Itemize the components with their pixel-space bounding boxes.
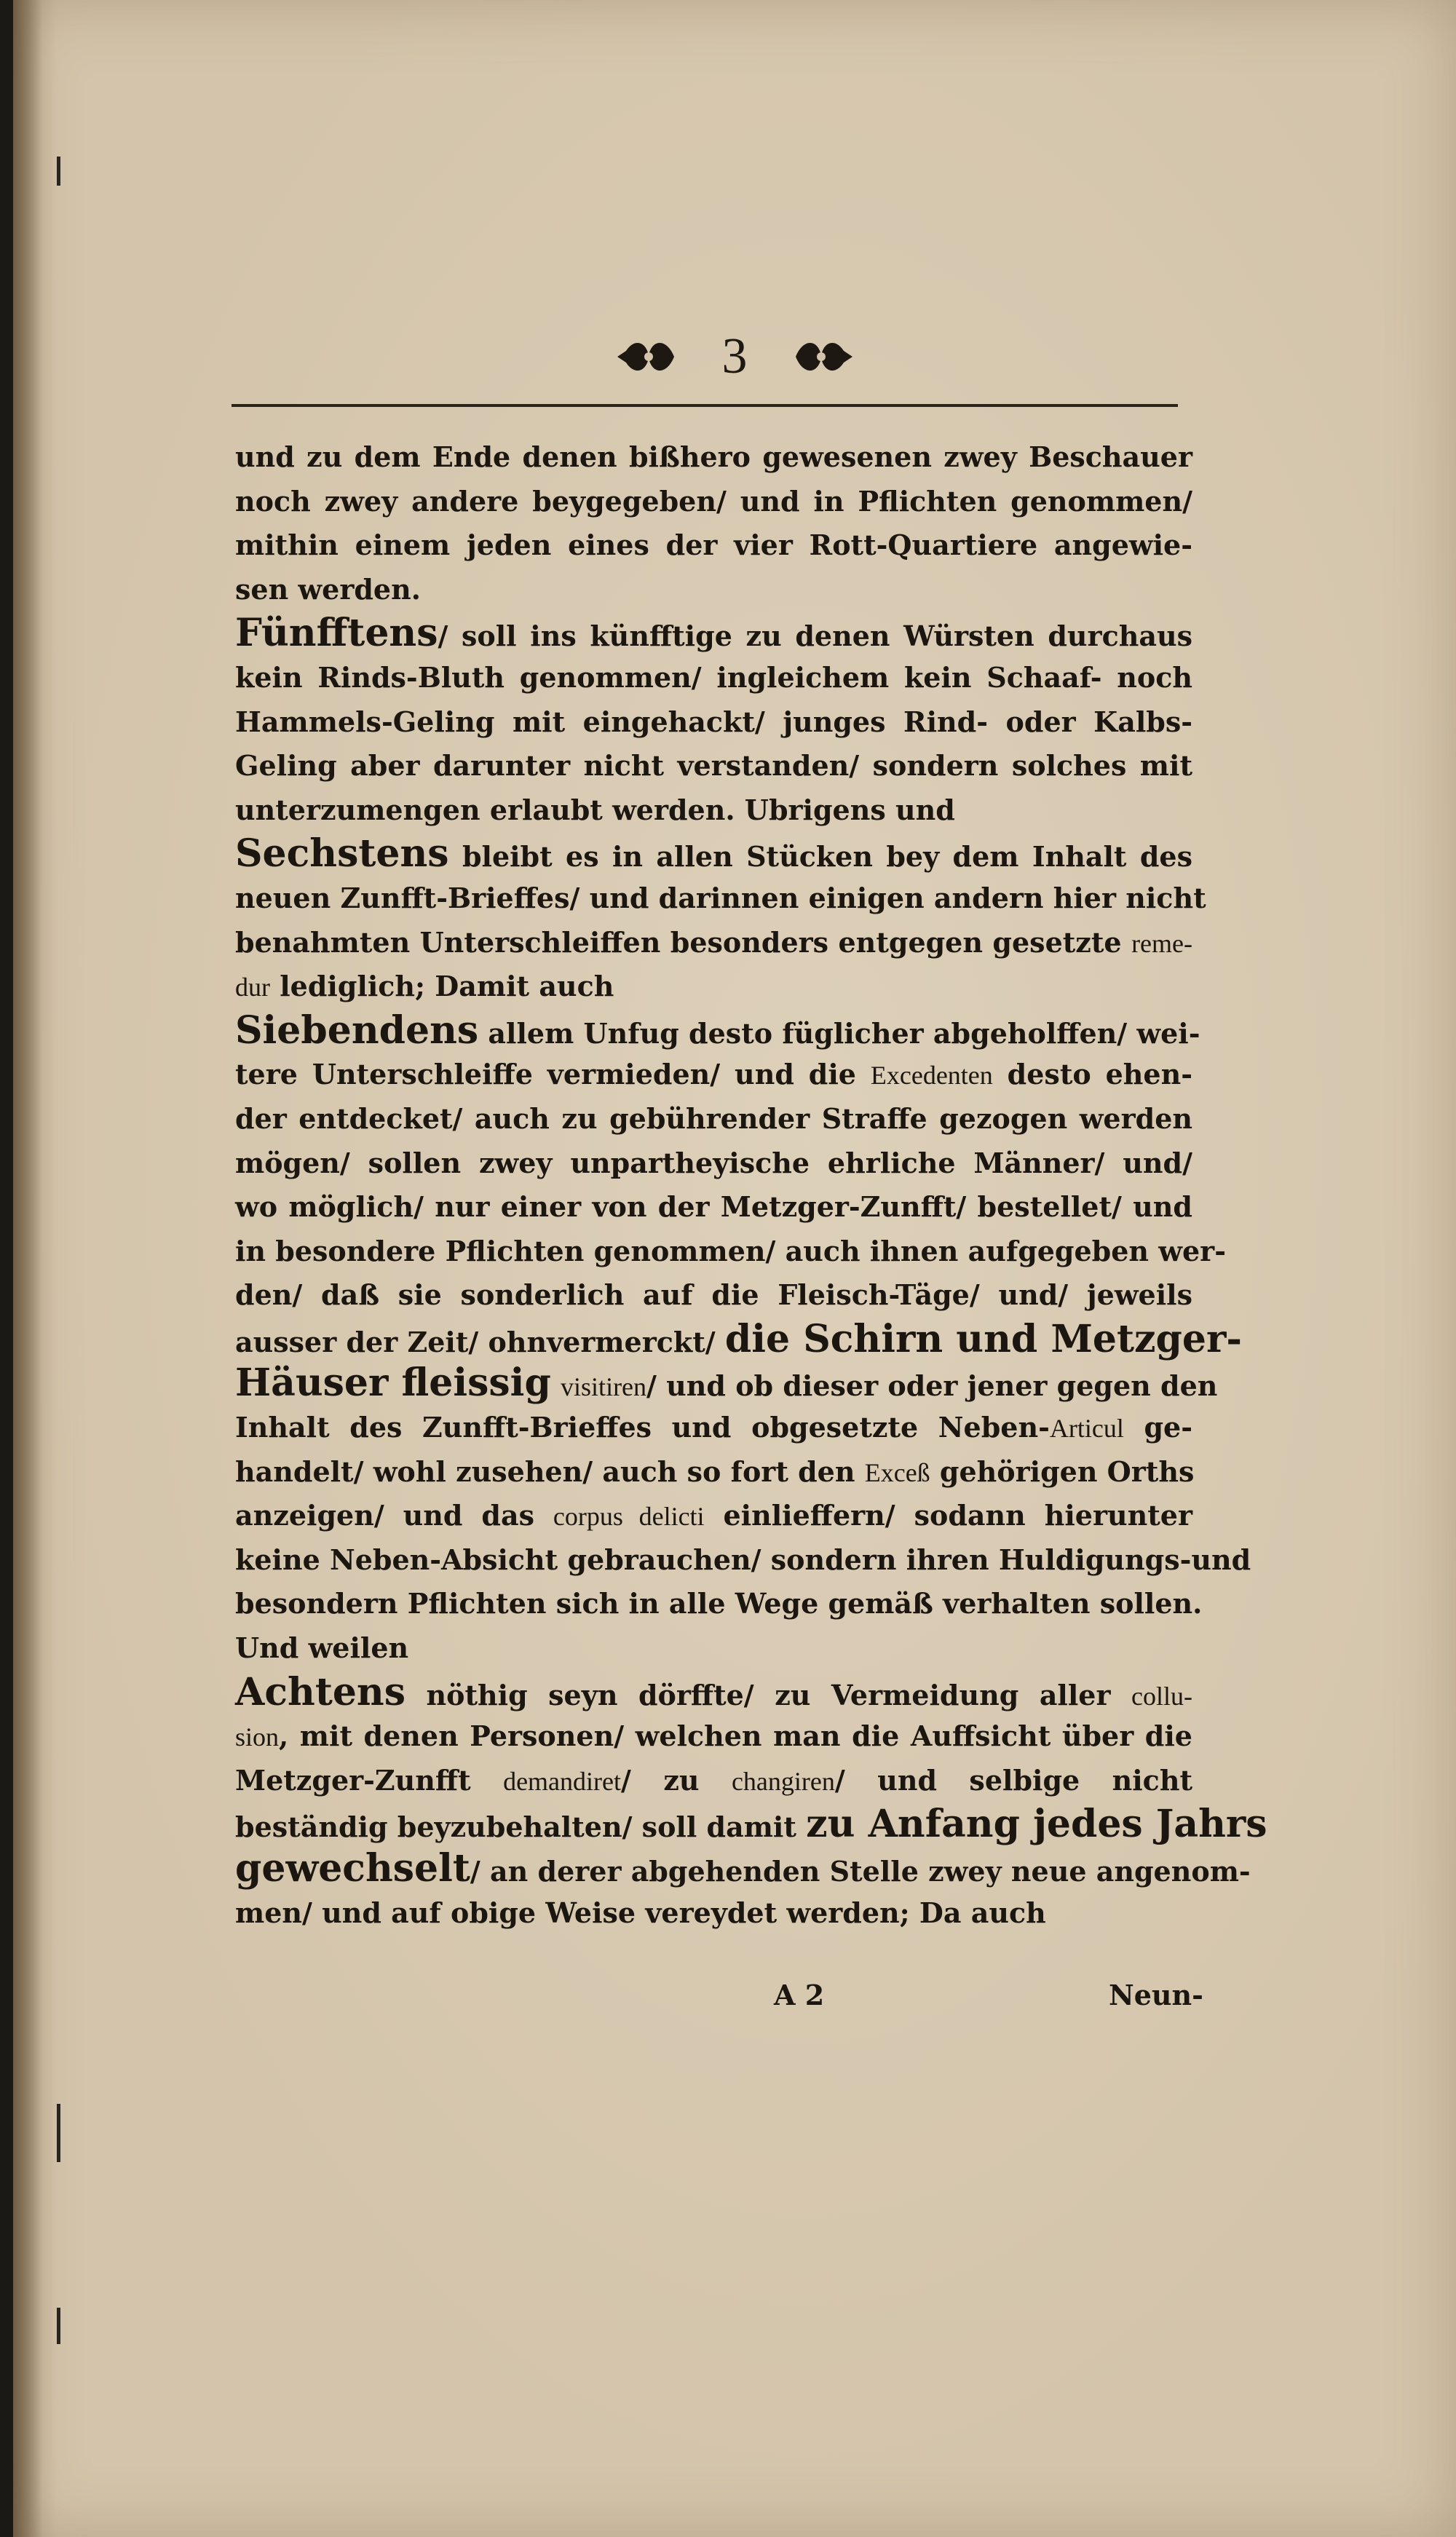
text-run: men/ und auf obige Weise vereydet werden; Da auch bbox=[235, 1896, 1046, 1929]
text-line bbox=[235, 568, 1192, 612]
text-line bbox=[235, 1230, 1226, 1274]
text-line bbox=[235, 1273, 1192, 1318]
text-line bbox=[235, 1891, 1192, 1936]
latin-term: changiren bbox=[731, 1766, 835, 1796]
emphasized-text: zu Anfang jedes Jahrs bbox=[806, 1802, 1267, 1847]
emphasized-text: Häuser fleissig bbox=[235, 1361, 551, 1406]
text-run: kein Rinds-Bluth genommen/ ingleichem kein Schaaf- noch bbox=[235, 660, 1192, 694]
text-line bbox=[235, 435, 1192, 480]
edge-mark bbox=[57, 2308, 60, 2344]
text-run: mögen/ sollen zwey unpartheyische ehrliche Männer/ und/ bbox=[235, 1146, 1192, 1179]
edge-mark bbox=[57, 2104, 60, 2162]
text-run: desto ehen- bbox=[992, 1058, 1192, 1091]
text-line bbox=[235, 523, 1192, 568]
latin-term: Articul bbox=[1049, 1414, 1124, 1444]
text-run: wo möglich/ nur einer von der Metzger-Zunfft/ bestellet/ und bbox=[235, 1190, 1192, 1224]
left-ornament-icon bbox=[616, 335, 681, 379]
text-run: unterzumengen erlaubt werden. Ubrigens und bbox=[235, 793, 955, 826]
text-line bbox=[235, 965, 1192, 1009]
text-line bbox=[235, 1316, 1242, 1362]
emphasized-text: die Schirn und Metzger- bbox=[724, 1316, 1242, 1361]
text-line bbox=[235, 1582, 1203, 1626]
text-run: ge- bbox=[1123, 1411, 1192, 1444]
text-line bbox=[235, 1802, 1267, 1847]
latin-term: dur bbox=[235, 973, 270, 1002]
text-line bbox=[235, 700, 1192, 745]
text-run: nöthig seyn dörffte/ zu Vermeidung aller bbox=[405, 1678, 1132, 1711]
latin-term: demandiret bbox=[503, 1766, 622, 1796]
text-run: der entdecket/ auch zu gebührender Straffe gezogen werden bbox=[235, 1101, 1192, 1135]
text-line bbox=[235, 1097, 1192, 1141]
text-run: noch zwey andere beygegeben/ und in Pflichten genommen/ bbox=[235, 484, 1192, 518]
body-text bbox=[235, 435, 1267, 1935]
page-footer bbox=[13, 1979, 1456, 2022]
latin-term: reme- bbox=[1131, 928, 1192, 958]
text-line bbox=[235, 612, 1192, 656]
page-header bbox=[13, 328, 1456, 384]
latin-term: Excedenten bbox=[870, 1061, 993, 1091]
text-run: Inhalt des Zunfft-Brieffes und obgesetzte Neben- bbox=[235, 1411, 1050, 1444]
text-run: den/ daß sie sonderlich auf die Fleisch-Täge/ und/ jeweils bbox=[235, 1278, 1192, 1312]
text-line bbox=[235, 1626, 1192, 1671]
text-line bbox=[235, 1714, 1192, 1759]
latin-term: corpus delicti bbox=[553, 1502, 705, 1532]
text-run: / und selbige nicht bbox=[834, 1763, 1192, 1797]
text-line bbox=[235, 1361, 1218, 1406]
emphasized-text: Sechstens bbox=[235, 831, 449, 876]
text-run: tere Unterschleiffe vermieden/ und die bbox=[235, 1058, 871, 1091]
text-line bbox=[235, 832, 1192, 876]
text-run: Geling aber darunter nicht verstanden/ sondern solches mit bbox=[235, 749, 1192, 783]
text-run: / soll ins künfftige zu denen Würsten durchaus bbox=[438, 620, 1192, 653]
text-line bbox=[235, 1053, 1192, 1097]
page-number: 3 bbox=[721, 328, 748, 384]
text-run: Metzger-Zunfft bbox=[235, 1763, 504, 1797]
text-line bbox=[235, 656, 1192, 700]
emphasized-text: Achtens bbox=[235, 1669, 405, 1714]
text-line bbox=[235, 1185, 1192, 1230]
text-run bbox=[551, 1369, 561, 1402]
text-line bbox=[235, 1671, 1192, 1715]
text-line bbox=[235, 1846, 1251, 1891]
text-run: / zu bbox=[621, 1763, 732, 1797]
text-line bbox=[235, 1450, 1195, 1495]
text-line bbox=[235, 744, 1192, 788]
right-ornament-icon bbox=[788, 335, 854, 379]
emphasized-text: gewechselt bbox=[235, 1846, 470, 1891]
text-run: gehörigen Orths bbox=[930, 1454, 1195, 1488]
text-run: / und ob dieser oder jener gegen den bbox=[646, 1369, 1218, 1403]
text-run: in besondere Pflichten genommen/ auch ihnen aufgegeben wer- bbox=[235, 1234, 1226, 1267]
text-run: , mit denen Personen/ welchen man die Auffsicht über die bbox=[279, 1719, 1192, 1753]
text-run: einlieffern/ sodann hierunter bbox=[704, 1499, 1192, 1532]
text-run: / an derer abgehenden Stelle zwey neue angenom- bbox=[470, 1855, 1251, 1888]
latin-term: collu- bbox=[1131, 1681, 1192, 1711]
emphasized-text: Siebendens bbox=[235, 1008, 479, 1053]
text-run: allem Unfug desto füglicher abgeholffen/ wei- bbox=[478, 1016, 1200, 1050]
text-run: und zu dem Ende denen bißhero gewesenen zwey Beschauer bbox=[235, 440, 1192, 473]
text-run: sen werden. bbox=[235, 572, 421, 606]
text-line bbox=[235, 876, 1206, 921]
catchword: Neun- bbox=[1109, 1979, 1203, 2011]
edge-mark bbox=[57, 157, 60, 186]
text-line bbox=[235, 480, 1192, 524]
text-run: keine Neben-Absicht gebrauchen/ sondern ihren Huldigungs-und bbox=[235, 1543, 1251, 1576]
text-run: Und weilen bbox=[235, 1631, 409, 1665]
latin-term: Exceß bbox=[864, 1457, 930, 1487]
header-rule bbox=[232, 404, 1178, 407]
text-line bbox=[235, 921, 1192, 965]
text-run: mithin einem jeden eines der vier Rott-Quartiere angewie- bbox=[235, 529, 1192, 562]
text-line bbox=[235, 1759, 1192, 1803]
text-run: anzeigen/ und das bbox=[235, 1499, 553, 1532]
text-run: benahmten Unterschleiffen besonders entgegen gesetzte bbox=[235, 925, 1132, 959]
text-run: besondern Pflichten sich in alle Wege gemäß verhalten sollen. bbox=[235, 1587, 1203, 1620]
text-run: handelt/ wohl zusehen/ auch so fort den bbox=[235, 1454, 865, 1488]
latin-term: visitiren bbox=[561, 1372, 647, 1402]
document-page bbox=[13, 0, 1456, 2537]
text-run: ausser der Zeit/ ohnvermerckt/ bbox=[235, 1325, 725, 1358]
text-line bbox=[235, 1538, 1251, 1583]
text-run: bleibt es in allen Stücken bey dem Inhalt des bbox=[448, 840, 1192, 874]
text-line bbox=[235, 1141, 1192, 1186]
text-line bbox=[235, 1008, 1200, 1053]
signature-mark: A 2 bbox=[774, 1979, 825, 2011]
text-line bbox=[235, 788, 1192, 833]
text-run: neuen Zunfft-Brieffes/ und darinnen einigen andern hier nicht bbox=[235, 881, 1206, 914]
text-run: lediglich; Damit auch bbox=[270, 970, 614, 1003]
text-run: beständig beyzubehalten/ soll damit bbox=[235, 1810, 807, 1844]
text-line bbox=[235, 1494, 1192, 1538]
emphasized-text: Fünfftens bbox=[235, 611, 438, 656]
text-line bbox=[235, 1406, 1192, 1450]
latin-term: sion bbox=[235, 1722, 280, 1752]
text-run: Hammels-Geling mit eingehackt/ junges Rind- oder Kalbs- bbox=[235, 705, 1192, 738]
